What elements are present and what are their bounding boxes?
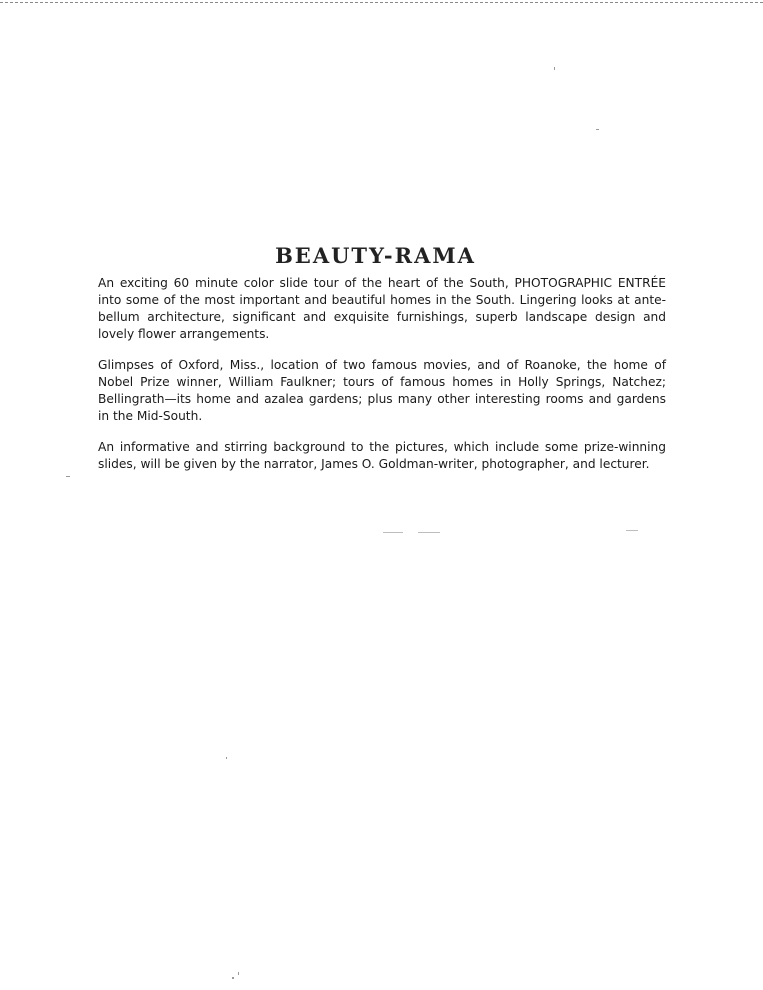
scan-speck — [238, 972, 239, 975]
scan-speck — [226, 757, 227, 759]
scan-speck — [66, 476, 70, 477]
document-title — [0, 243, 763, 268]
scan-speck — [554, 67, 555, 70]
scan-speck — [626, 530, 638, 531]
scan-speck — [383, 532, 403, 533]
paragraph-narrator: An informative and stirring background to the pictures, which include some prize-winning slides, will be given by the narrator, James O. Goldman-writer, photographer, and lecturer. — [98, 440, 666, 471]
scan-speck — [596, 129, 599, 130]
page-top-edge — [0, 2, 763, 3]
paragraph-intro: An exciting 60 minute color slide tour of the heart of the South, PHOTOGRAPHIC ENTRÉE into some of the most important and beautiful homes in the South. Lingering looks at ante-bellum architecture, significant and exquisite furnishings, superb landscape design and lovely flower arrangements. — [98, 276, 666, 341]
document-body — [98, 275, 666, 487]
scan-speck — [232, 977, 234, 979]
paragraph-glimpses: Glimpses of Oxford, Miss., location of two famous movies, and of Roanoke, the home of Nobel Prize winner, William Faulkner; tours of famous homes in Holly Springs, Natchez; Bellingrath—its home and azalea gardens; plus many other interesting rooms and gardens in the Mid-South. — [98, 358, 666, 423]
scan-speck — [418, 532, 440, 533]
document-title-text: BEAUTY-RAMA — [275, 243, 476, 268]
